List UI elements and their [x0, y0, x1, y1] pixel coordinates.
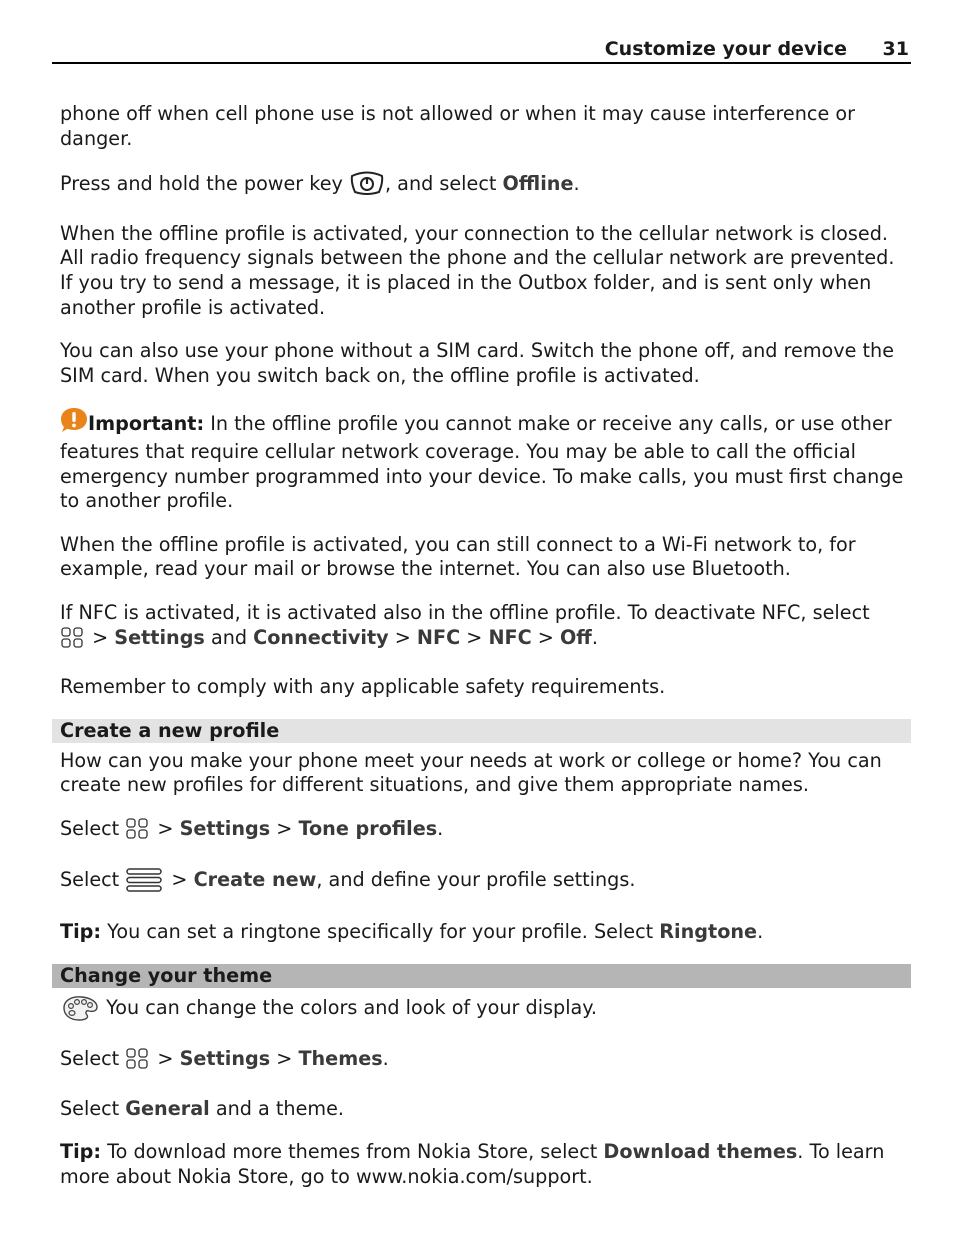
paragraph-nfc: If NFC is activated, it is activated also in the offline profile. To deactivate NFC, select > Settings and Connectivity > NFC > NFC > Off. — [60, 601, 910, 656]
paragraph-offline-activated: When the offline profile is activated, your connection to the cellular network is closed. All radio frequency signals between the phone and the cellular network are prevented. If you try to send a message, it is placed in the Outbox folder, and is sent only when another profile is activated. — [60, 221, 895, 319]
paragraph-theme-intro: You can change the colors and look of your display. — [60, 994, 910, 1029]
important-note: Important: In the offline profile you cannot make or receive any calls, or use other features that require cellular network coverage. You may be able to call the official emergency number programmed into your device. To make calls, you must first change to another profile. — [60, 407, 910, 513]
header-title: Customize your device — [604, 38, 847, 60]
paragraph-select-tone-profiles: Select > Settings > Tone profiles. — [60, 817, 910, 848]
paragraph-select-themes: Select > Settings > Themes. — [60, 1047, 910, 1078]
off-option: Off — [559, 625, 592, 649]
create-new-option: Create new — [193, 868, 317, 892]
page-header — [52, 36, 911, 64]
paragraph-select-create-new: Select > Create new, and define your profile settings. — [60, 866, 910, 901]
paragraph-safety: Remember to comply with any applicable safety requirements. — [60, 675, 666, 699]
section-heading-change-theme: Change your theme — [52, 964, 911, 988]
tip-label: Tip: — [60, 1140, 102, 1164]
paragraph-wifi: When the offline profile is activated, you can still connect to a Wi-Fi network to, for example, read your mail or browse the internet. You can also use Bluetooth. — [60, 532, 856, 581]
themes-option: Themes — [298, 1047, 383, 1071]
paragraph-select-general: Select General and a theme. — [60, 1096, 344, 1120]
ringtone-option: Ringtone — [659, 920, 758, 944]
tip-download-themes: Tip: To download more themes from Nokia Store, select Download themes. To learn more about Nokia Store, go to www.nokia.com/support. — [60, 1140, 885, 1189]
options-menu-icon — [125, 866, 165, 901]
app-grid-icon — [125, 817, 151, 848]
paragraph-create-intro: How can you make your phone meet your needs at work or college or home? You can create new profiles for different situations, and give them appropriate names. — [60, 748, 882, 797]
general-option: General — [125, 1096, 210, 1120]
paragraph-without-sim: You can also use your phone without a SIM card. Switch the phone off, and remove the SIM card. When you switch back on, the offline profile is activated. — [60, 339, 894, 387]
tip-ringtone: Tip: You can set a ringtone specifically for your profile. Select Ringtone. — [60, 920, 764, 944]
palette-icon — [60, 994, 100, 1029]
page-number: 31 — [882, 38, 909, 60]
power-key-icon — [349, 170, 385, 203]
nfc-option: NFC — [416, 625, 461, 649]
offline-option: Offline — [502, 172, 574, 196]
settings-option: Settings — [179, 816, 271, 840]
settings-option: Settings — [179, 1047, 271, 1071]
important-icon — [60, 407, 88, 440]
paragraph-phone-off: phone off when cell phone use is not allowed or when it may cause interference or danger. — [60, 102, 855, 150]
important-label: Important: — [88, 412, 205, 436]
settings-option: Settings — [114, 625, 205, 649]
page-content — [60, 102, 910, 1209]
section-heading-create-profile: Create a new profile — [52, 719, 911, 743]
app-grid-icon — [125, 1047, 151, 1078]
paragraph-power-key: Press and hold the power key , and select Offline. — [60, 170, 910, 203]
download-themes-option: Download themes — [603, 1140, 798, 1164]
tone-profiles-option: Tone profiles — [298, 816, 438, 840]
tip-label: Tip: — [60, 920, 102, 944]
nfc-toggle-option: NFC — [488, 625, 532, 649]
connectivity-option: Connectivity — [253, 625, 389, 649]
app-grid-icon — [60, 626, 86, 657]
